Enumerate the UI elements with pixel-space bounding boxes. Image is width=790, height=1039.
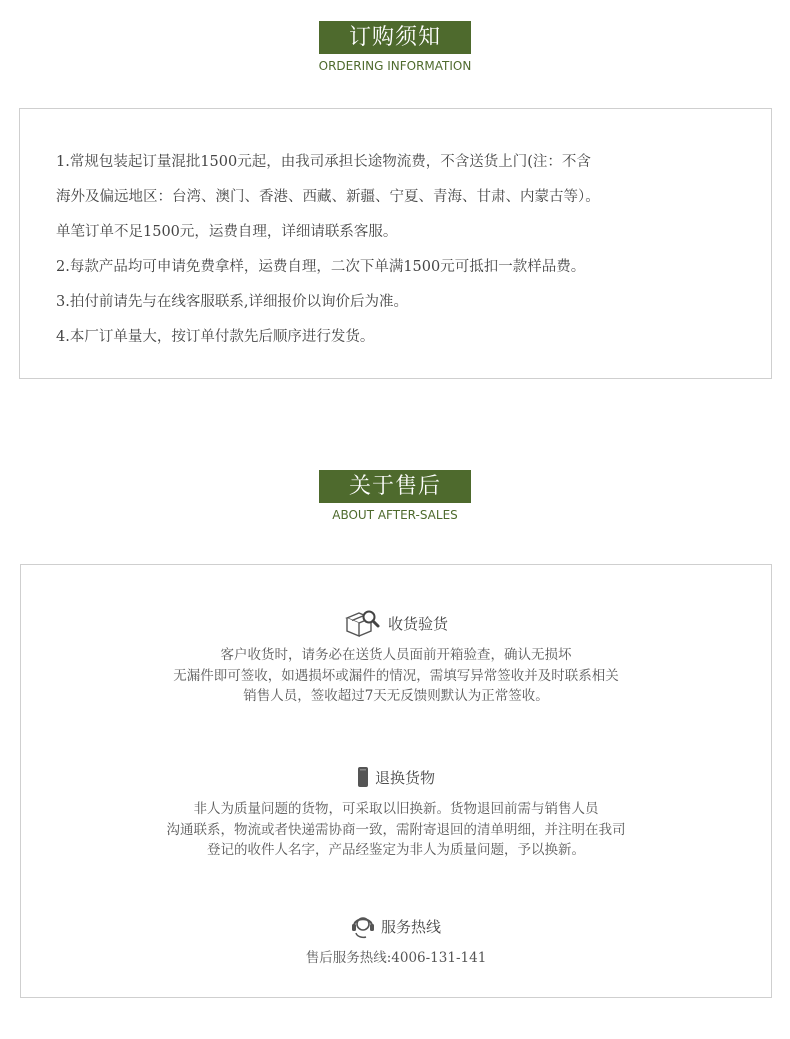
- hotline-number: 售后服务热线:4006-131-141: [305, 950, 487, 966]
- text-line: 无漏件即可签收，如遇损坏或漏件的情况，需填写异常签收并及时联系相关: [173, 667, 619, 684]
- aftersales-title: 关于售后: [319, 470, 471, 503]
- hotline-text: [21, 948, 771, 969]
- ordering-line: 海外及偏远地区：台湾、澳门、香港、西藏、新疆、宁夏、青海、甘肃、内蒙古等）。: [56, 189, 600, 205]
- returns-section: [21, 763, 771, 861]
- ordering-line: 1.常规包装起订量混批1500元起，由我司承担长途物流费，不含送货上门(注：不含: [56, 154, 591, 170]
- hotline-title: 服务热线: [380, 917, 441, 936]
- aftersales-header: [0, 470, 790, 522]
- ordering-header: [0, 21, 790, 73]
- hotline-section: [21, 912, 771, 969]
- ordering-line: 4.本厂订单量大，按订单付款先后顺序进行发货。: [56, 329, 375, 345]
- aftersales-subtitle: ABOUT AFTER-SALES: [332, 508, 458, 522]
- ordering-subtitle: ORDERING INFORMATION: [318, 59, 472, 73]
- text-line: 客户收货时，请务必在送货人员面前开箱验查，确认无损坏: [220, 647, 572, 663]
- ordering-list: [56, 145, 756, 355]
- hotline-heading: [21, 912, 771, 940]
- headset-icon: [351, 913, 375, 939]
- text-line: 销售人员，签收超过7天无反馈则默认为正常签收。: [243, 688, 549, 704]
- receiving-inspection-text: [21, 645, 771, 707]
- ordering-title: 订购须知: [319, 21, 471, 54]
- returns-heading: [21, 763, 771, 791]
- receiving-inspection-heading: [21, 609, 771, 637]
- text-line: 登记的收件人名字，产品经鉴定为非人为质量问题，予以换新。: [207, 842, 585, 858]
- returns-text: [21, 799, 771, 861]
- text-line: 非人为质量问题的货物，可采取以旧换新。货物退回前需与销售人员: [193, 801, 599, 817]
- aftersales-box: [20, 564, 772, 998]
- ordering-line: 3.拍付前请先与在线客服联系,详细报价以询价后为准。: [56, 294, 408, 310]
- returns-title: 退换货物: [374, 768, 435, 787]
- package-inspect-icon: [344, 609, 382, 637]
- phone-icon: [357, 766, 369, 788]
- receiving-inspection-title: 收货验货: [387, 614, 448, 633]
- ordering-info-box: [19, 108, 772, 379]
- text-line: 沟通联系，物流或者快递需协商一致，需附寄退回的清单明细，并注明在我司: [166, 821, 626, 838]
- ordering-line: 单笔订单不足1500元，运费自理，详细请联系客服。: [56, 224, 398, 240]
- receiving-inspection-section: [21, 609, 771, 707]
- ordering-line: 2.每款产品均可申请免费拿样，运费自理，二次下单满1500元可抵扣一款样品费。: [56, 259, 586, 275]
